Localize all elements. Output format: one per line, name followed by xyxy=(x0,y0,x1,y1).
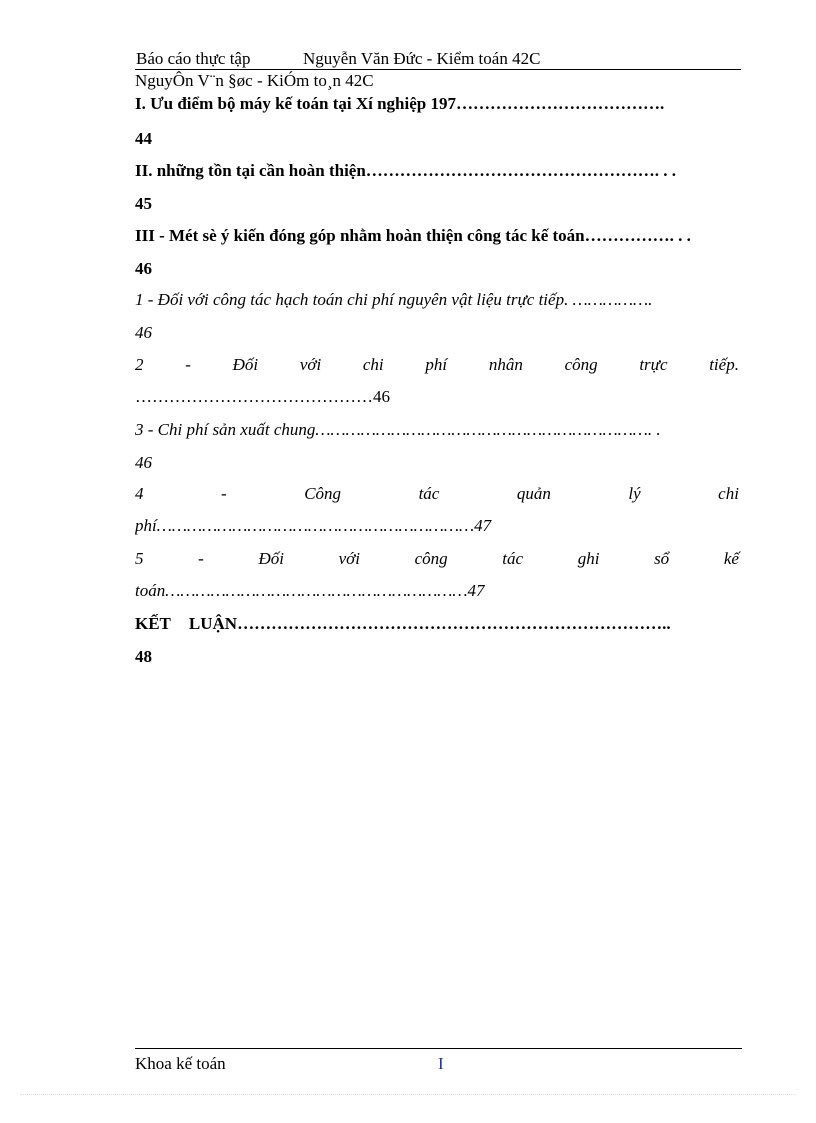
footer-department: Khoa kế toán xyxy=(135,1054,226,1073)
toc-entry-3: III - Mét sè ý kiến đóng góp nhằm hoàn thiện công tác kế toán……………. . . xyxy=(135,226,691,245)
toc-page-3: 46 xyxy=(135,259,152,278)
footer-rule xyxy=(135,1048,742,1049)
toc-page-9: 48 xyxy=(135,647,152,666)
running-header xyxy=(135,49,741,70)
toc-entry-9: KẾT LUẬN………………………………………………………………….. xyxy=(135,614,671,633)
toc-entry-4: 1 - Đối với công tác hạch toán chi phí nguyên vật liệu trực tiếp. ……………. xyxy=(135,290,653,309)
toc-entry-8-continuation: toán……………………………………………………47 xyxy=(135,581,485,600)
toc-page-6: 46 xyxy=(135,453,152,472)
toc-page-4: 46 xyxy=(135,323,152,342)
footer-page-number: I xyxy=(438,1054,444,1073)
toc-entry-2: II. những tồn tại cần hoàn thiện……………………………………………. . . xyxy=(135,161,677,180)
garbled-author-line: NguyÔn V¨n §øc - KiÓm to¸n 42C xyxy=(135,71,374,90)
page-edge-divider xyxy=(20,1094,796,1095)
toc-page-2: 45 xyxy=(135,194,152,213)
toc-entry-8: 5 - Đối với công tác ghi sổ kế xyxy=(135,549,739,568)
toc-entry-7: 4 - Công tác quản lý chi xyxy=(135,484,739,503)
toc-entry-1: I. Ưu điểm bộ máy kế toán tại Xí nghiệp 197………………………………. xyxy=(135,94,665,113)
toc-page-1: 44 xyxy=(135,129,152,148)
header-report-title: Báo cáo thực tập xyxy=(136,49,251,68)
header-author: Nguyễn Văn Đức - Kiểm toán 42C xyxy=(303,49,541,68)
toc-entry-5: 2 - Đối với chi phí nhân công trực tiếp. xyxy=(135,355,739,374)
toc-entry-6: 3 - Chi phí sản xuất chung…………………………………………………………. . xyxy=(135,420,661,439)
toc-entry-5-continuation: ……………………………………46 xyxy=(135,387,390,406)
toc-entry-7-continuation: phí………………………………………………………47 xyxy=(135,516,492,535)
